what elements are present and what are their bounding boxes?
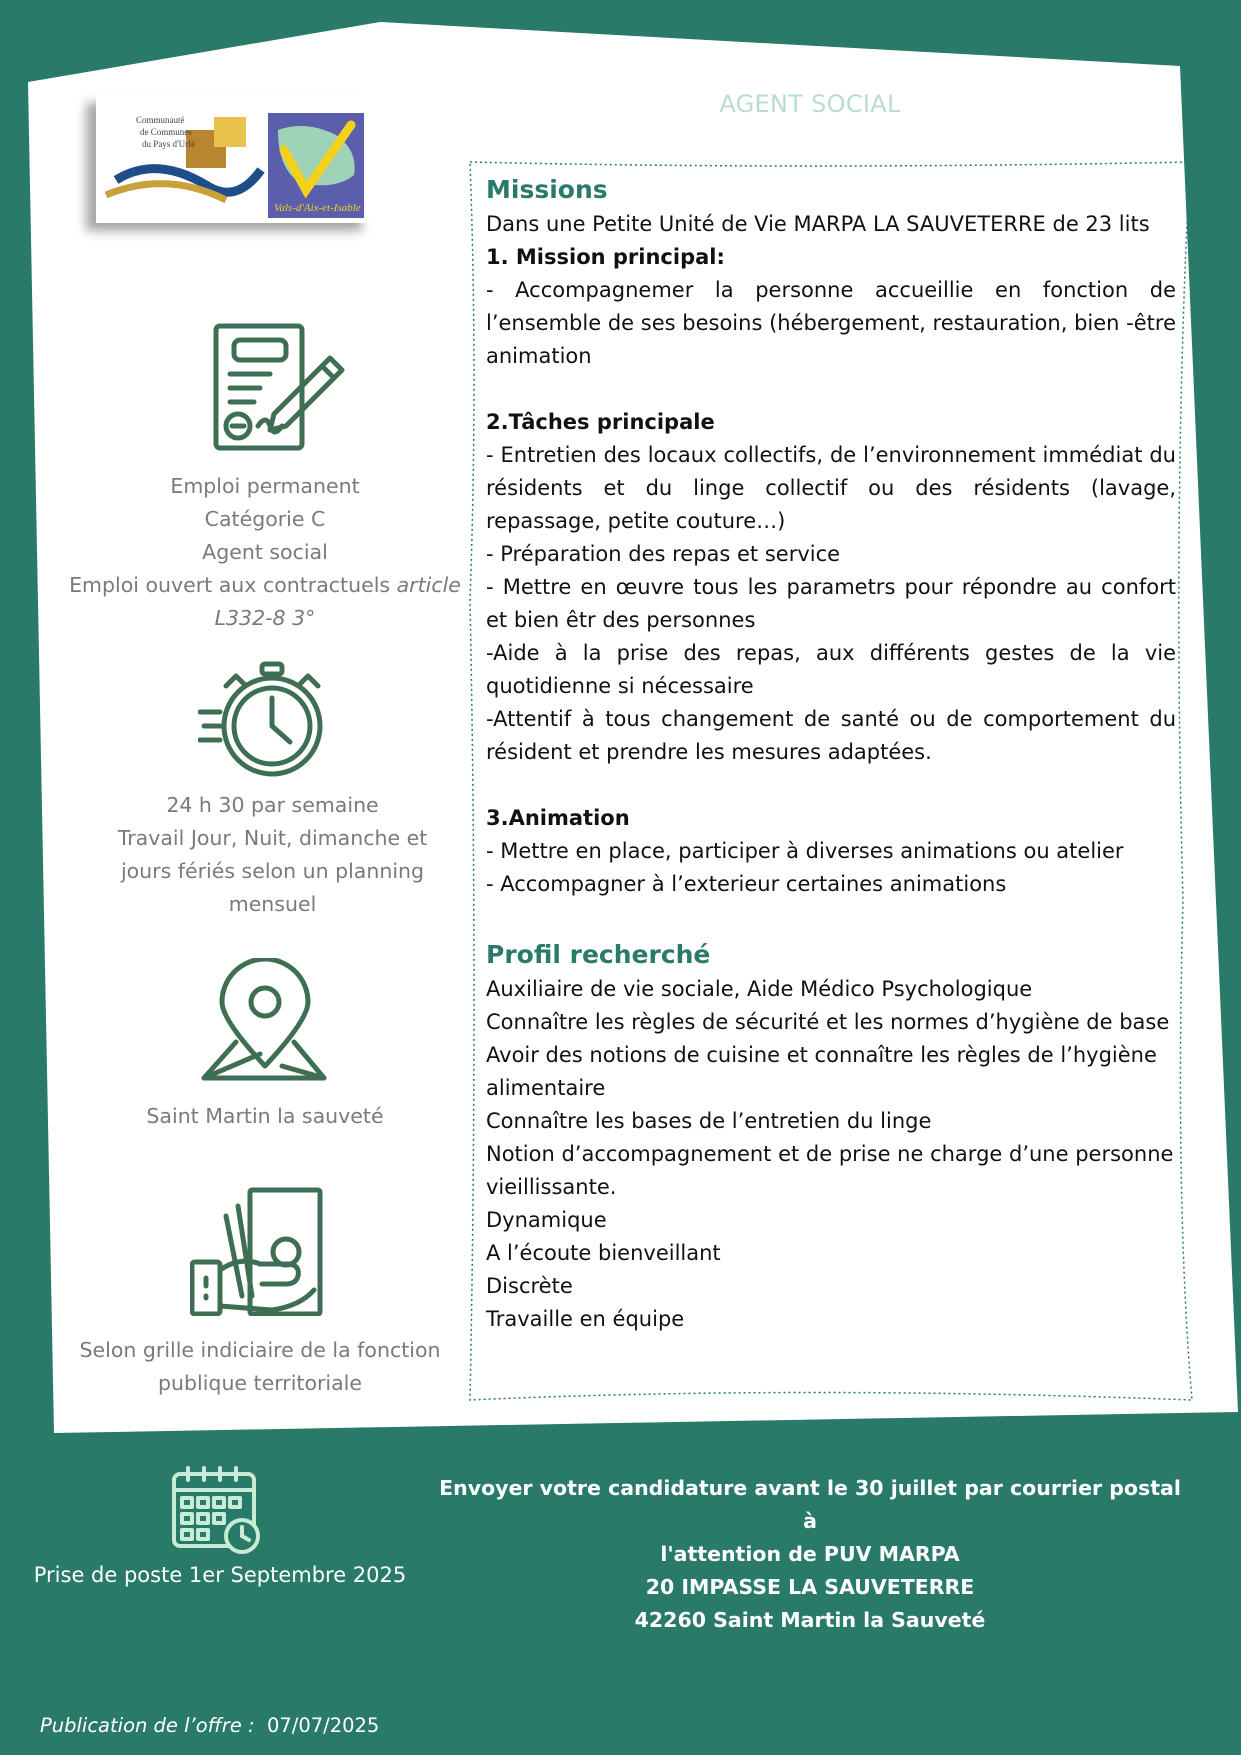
svg-text:du Pays d'Urfé: du Pays d'Urfé — [142, 139, 196, 149]
profile-title: Profil recherché — [486, 940, 711, 969]
publication-label: Publication de l’offre : — [40, 1714, 255, 1737]
profile-item: Auxiliaire de vie sociale, Aide Médico Psychologique — [486, 977, 1033, 1001]
publication-date-line — [40, 1714, 379, 1737]
contract-line-1: Emploi permanent — [170, 474, 360, 498]
section1-title: 1. Mission principal: — [486, 245, 725, 269]
stopwatch-icon — [198, 660, 324, 780]
start-date: Prise de poste 1er Septembre 2025 — [33, 1563, 407, 1587]
logo-banner — [96, 95, 372, 223]
apply-line: 20 IMPASSE LA SAUVETERRE — [645, 1575, 975, 1599]
apply-line: Envoyer votre candidature avant le 30 juillet par courrier postal à — [439, 1476, 1181, 1533]
svg-text:de Communes: de Communes — [140, 127, 192, 137]
publication-date: 07/07/2025 — [266, 1714, 380, 1737]
section1-item: - Accompagnemer la personne accueillie en fonction de l’ensemble de ses besoins (hébergement, restauration, bien -être animation — [486, 278, 1176, 368]
profile-item: Connaître les bases de l’entretien du linge — [486, 1109, 932, 1133]
organization-logos — [96, 95, 372, 223]
schedule-info — [110, 789, 435, 921]
section2-item: - Entretien des locaux collectifs, de l’environnement immédiat du résidents et du linge collectif ou des résidents (lavage, repassage, petite couture…) — [486, 443, 1176, 533]
section2-item: -Aide à la prise des repas, aux différents gestes de la vie quotidienne si nécessaire — [486, 641, 1176, 698]
profile-item: Avoir des notions de cuisine et connaître les règles de l’hygiène alimentaire — [486, 1043, 1157, 1100]
profile-item: Dynamique — [486, 1208, 607, 1232]
section2-item: - Préparation des repas et service — [486, 542, 841, 566]
article-ref: article L332-8 3° — [214, 573, 461, 630]
schedule-hours: 24 h 30 par semaine — [166, 793, 379, 817]
profile-item: A l’écoute bienveillant — [486, 1241, 721, 1265]
application-instructions — [430, 1472, 1190, 1637]
profile-item: Notion d’accompagnement et de prise ne charge d’une personne vieillissante. — [486, 1142, 1174, 1199]
contract-icon — [212, 322, 352, 452]
profile-item: Travaille en équipe — [486, 1307, 685, 1331]
svg-text:Communauté: Communauté — [136, 115, 185, 125]
contract-info — [60, 470, 470, 635]
contract-open-to — [60, 569, 470, 635]
schedule-days: Travail Jour, Nuit, dimanche et jours fériés selon un planning mensuel — [117, 826, 428, 916]
section3-item: - Accompagner à l’exterieur certaines animations — [486, 872, 1007, 896]
section2-item: - Mettre en œuvre tous les parametrs pour répondre au confort et bien êtr des personnes — [486, 575, 1176, 632]
section2-item: -Attentif à tous changement de santé ou de comportement du résident et prendre les mesures adaptées. — [486, 707, 1176, 764]
location-text: Saint Martin la sauveté — [146, 1104, 384, 1128]
svg-text:Vals-d'Aix-et-Isable: Vals-d'Aix-et-Isable — [274, 202, 361, 214]
salary-text: Selon grille indiciaire de la fonction publique territoriale — [79, 1338, 441, 1395]
open-to-text: Emploi ouvert aux contractuels — [69, 573, 397, 597]
profile-item: Connaître les règles de sécurité et les normes d’hygiène de base — [486, 1010, 1170, 1034]
money-hand-icon — [190, 1186, 326, 1316]
calendar-clock-icon — [170, 1464, 264, 1556]
job-title: AGENT SOCIAL — [719, 90, 901, 118]
apply-line: 42260 Saint Martin la Sauveté — [634, 1608, 986, 1632]
location-pin-icon — [200, 958, 330, 1084]
contract-line-3: Agent social — [202, 540, 328, 564]
profile-item: Discrète — [486, 1274, 573, 1298]
apply-line: l'attention de PUV MARPA — [660, 1542, 960, 1566]
contract-line-2: Catégorie C — [204, 507, 326, 531]
section3-title: 3.Animation — [486, 806, 630, 830]
section2-title: 2.Tâches principale — [486, 410, 715, 434]
missions-title: Missions — [486, 175, 608, 204]
section3-item: - Mettre en place, participer à diverses animations ou atelier — [486, 839, 1124, 863]
missions-intro: Dans une Petite Unité de Vie MARPA LA SAUVETERRE de 23 lits — [486, 212, 1150, 236]
job-description — [486, 172, 1176, 1336]
